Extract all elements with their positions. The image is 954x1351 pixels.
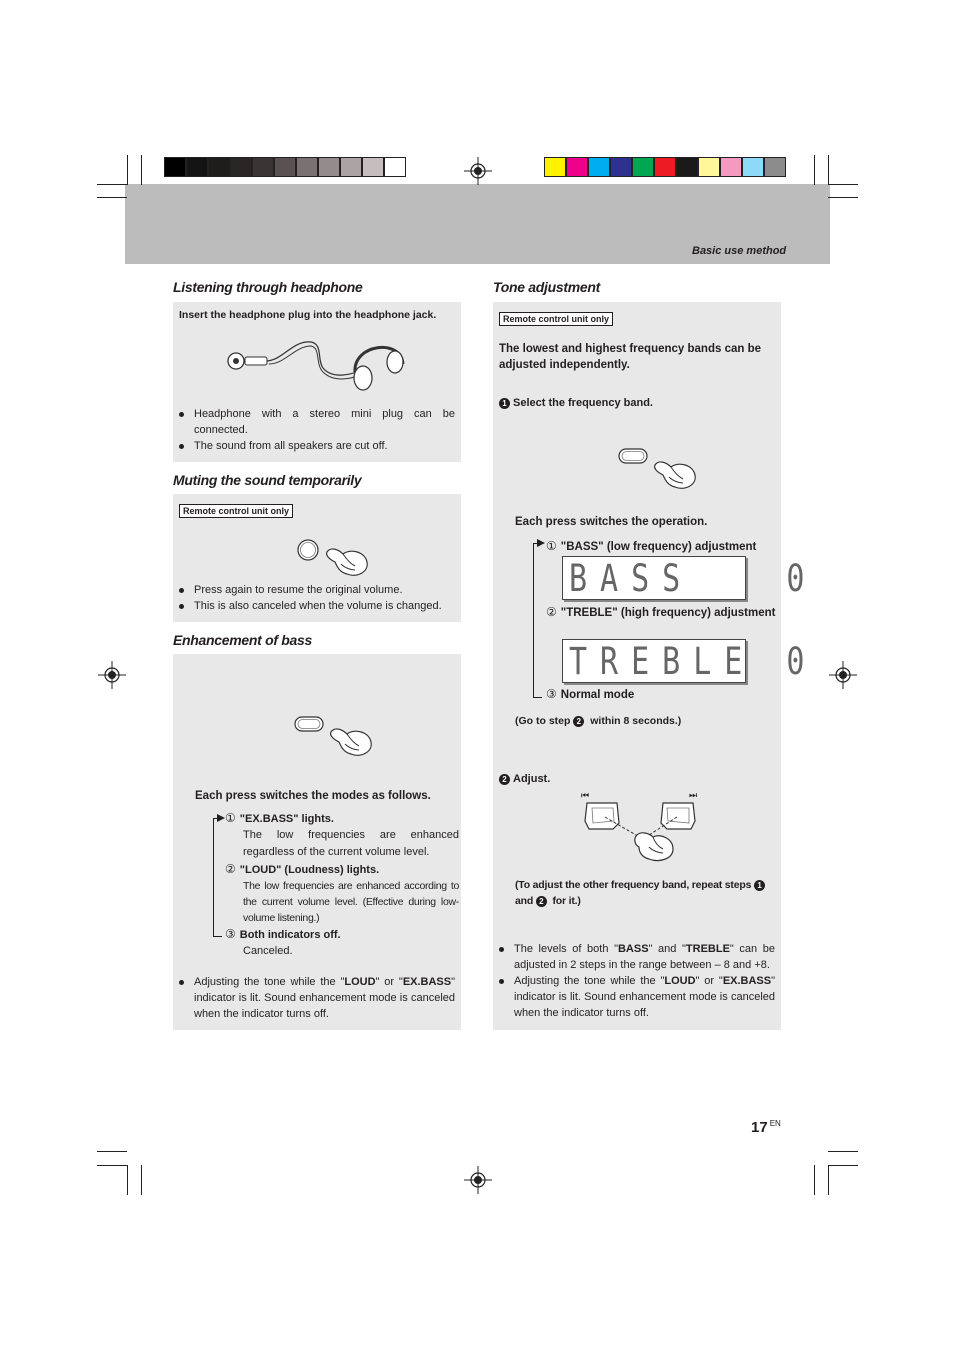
bass-mode-1-desc: The low frequencies are enhanced regardless of the current volume level. [243, 829, 459, 858]
process-color-bar [544, 157, 786, 177]
process-swatch [764, 157, 786, 177]
process-swatch [720, 157, 742, 177]
bass-mode-bracket [213, 818, 222, 937]
bass-mode-list [225, 810, 459, 959]
bass-mode-3-label: ③ Both indicators off. [225, 927, 341, 941]
bass-mode-2-label: ② "LOUD" (Loudness) lights. [225, 862, 380, 876]
bracket-arrow-icon [537, 539, 545, 547]
lcd-treble-display [562, 639, 818, 684]
bass-note: Adjusting the tone while the "LOUD" or "EX.BASS" indicator is lit. Sound enhancement mode is canceled when the indicator turns off. [173, 974, 455, 1022]
bass-switch-text: Each press switches the modes as follows. [195, 790, 431, 802]
muting-title: Muting the sound temporarily [173, 472, 362, 488]
tone-note-1: The levels of both "BASS" and "TREBLE" can be adjusted in 2 steps in the range between – 8 and +8. [493, 941, 775, 973]
tone-option-bracket [533, 543, 542, 698]
headphone-illustration [223, 334, 413, 404]
page-number: 17 $^{EN}$ [751, 1119, 781, 1136]
registration-mark-right [829, 661, 857, 689]
language-tag: EN [769, 1119, 781, 1128]
prev-symbol: ⏮ [581, 790, 590, 800]
tone-option-3: ③ Normal mode [546, 687, 635, 701]
gray-swatch [274, 157, 296, 177]
process-swatch [610, 157, 632, 177]
gray-scale-bar [164, 157, 406, 177]
tone-goto-note: (Go to step 2 within 8 seconds.) [515, 715, 682, 727]
gray-swatch [208, 157, 230, 177]
lcd-treble-text: TREBLE 0 [569, 640, 818, 684]
process-swatch [698, 157, 720, 177]
skip-buttons-press-illustration [583, 799, 699, 863]
headphone-bullet-2: The sound from all speakers are cut off. [173, 438, 455, 454]
gray-swatch [318, 157, 340, 177]
headphone-title: Listening through headphone [173, 279, 363, 295]
muting-remote-tag: Remote control unit only [179, 504, 293, 518]
tone-title: Tone adjustment [493, 279, 600, 295]
headphone-bullet-1: Headphone with a stereo mini plug can be connected. [173, 406, 455, 438]
process-swatch [588, 157, 610, 177]
headphone-panel [173, 302, 461, 462]
lcd-bass-display [562, 556, 818, 601]
tone-intro: The lowest and highest frequency bands can be adjusted independently. [499, 343, 761, 371]
tone-panel [493, 302, 818, 1030]
gray-swatch [340, 157, 362, 177]
bass-mode-3-desc: Canceled. [243, 945, 293, 957]
process-swatch [566, 157, 588, 177]
gray-swatch [230, 157, 252, 177]
gray-swatch [164, 157, 186, 177]
bass-panel [173, 654, 461, 1030]
bass-title: Enhancement of bass [173, 632, 313, 648]
registration-mark-bottom [464, 1166, 492, 1194]
gray-swatch [362, 157, 384, 177]
tone-option-2: ② "TREBLE" (high frequency) adjustment [546, 605, 776, 619]
tone-step-1: 1 Select the frequency band. [499, 395, 653, 411]
muting-bullet-1: Press again to resume the original volume. [173, 582, 455, 598]
gray-swatch [186, 157, 208, 177]
tone-option-1: ① "BASS" (low frequency) adjustment [546, 539, 757, 553]
process-swatch [676, 157, 698, 177]
muting-bullet-2: This is also canceled when the volume is changed. [173, 598, 455, 614]
bass-mode-2-desc: The low frequencies are enhanced according to the current volume level. (Effective during low-volume listening.) [243, 880, 459, 924]
gray-swatch [384, 157, 406, 177]
lcd-bass-text: BASS 0 [569, 557, 818, 601]
headphone-instruction: Insert the headphone plug into the headphone jack. [179, 309, 437, 321]
gray-swatch [252, 157, 274, 177]
process-swatch [742, 157, 764, 177]
registration-mark-top [464, 157, 492, 185]
gray-swatch [296, 157, 318, 177]
mute-button-press-illustration [295, 536, 375, 578]
process-swatch [544, 157, 566, 177]
bracket-arrow-icon [217, 814, 225, 822]
tone-note-2: Adjusting the tone while the "LOUD" or "EX.BASS" indicator is lit. Sound enhancement mode is canceled when the indicator turns off. [493, 973, 775, 1021]
section-label: Basic use method [692, 245, 787, 257]
tone-remote-tag: Remote control unit only [499, 312, 613, 326]
tone-repeat-note: (To adjust the other frequency band, repeat steps 1 and 2 for it.) [515, 877, 777, 909]
tone-step-2: 2 Adjust. [499, 771, 550, 787]
process-swatch [654, 157, 676, 177]
tone-switch-text: Each press switches the operation. [515, 516, 708, 528]
tone-button-press-illustration [617, 447, 701, 493]
bass-mode-1-label: ① "EX.BASS" lights. [225, 811, 334, 825]
process-swatch [632, 157, 654, 177]
registration-mark-left [98, 661, 126, 689]
muting-panel [173, 494, 461, 622]
next-symbol: ⏭ [689, 790, 698, 800]
exbass-button-press-illustration [293, 714, 377, 760]
